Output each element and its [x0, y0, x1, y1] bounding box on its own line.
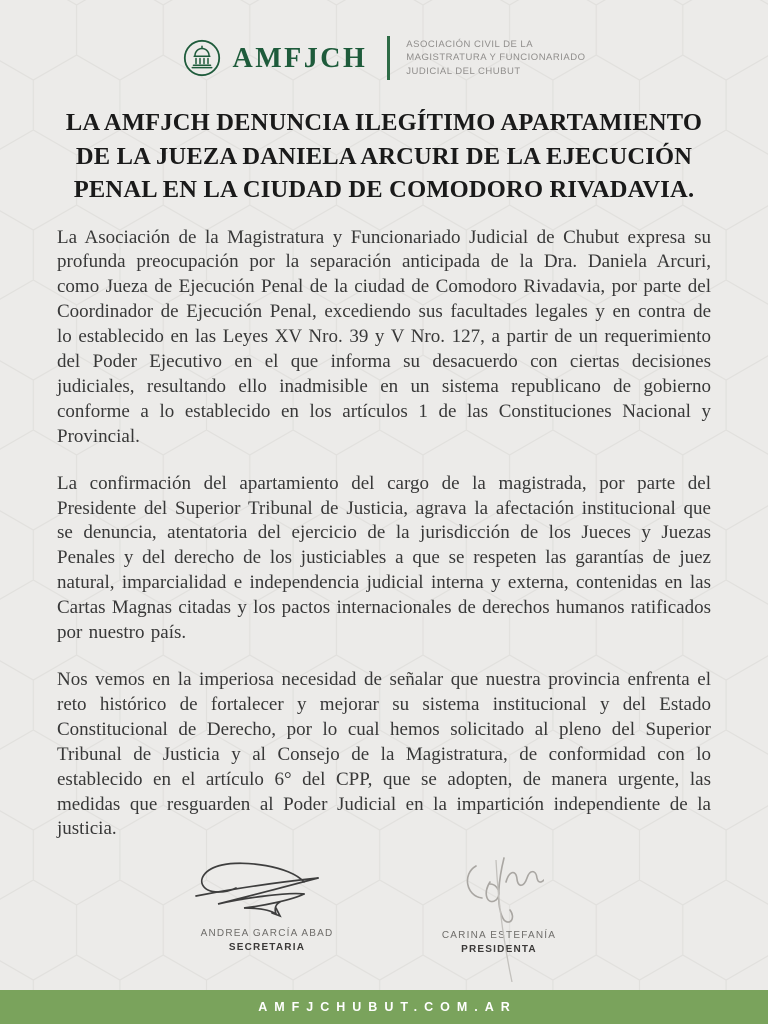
org-name-line: MAGISTRATURA Y FUNCIONARIADO	[406, 52, 586, 64]
statement-paragraph-2: La confirmación del apartamiento del cargo de la magistrada, por parte del Presidente del Superior Tribunal de Justicia, agrava la afectación institucional que se denuncia, atentatoria del ejercicio de la jurisdicción de los Jueces y Juezas Penales y del derecho de los justiciables a que se respeten las garantías de juez natural, imparcialidad e independencia judicial interna y externa, contenidas en las Cartas Magnas citadas y los pactos internacionales de derechos humanos ratificados por nuestro país.	[57, 472, 711, 644]
website-url: AMFJCHUBUT.COM.AR	[258, 1000, 517, 1014]
courthouse-icon	[183, 39, 221, 77]
statement-paragraph-1: La Asociación de la Magistratura y Funcionariado Judicial de Chubut expresa su profunda preocupación por la separación anticipada de la Dra. Daniela Arcuri, como Jueza de Ejecución Penal de la ciudad de Comodoro Rivadavia, por parte del Coordinador de Ejecución Penal, excediendo sus facultades legales y en contra de lo establecido en las Leyes XV Nro. 39 y V Nro. 127, a partir de un requerimiento del Poder Ejecutivo en el que informa su desacuerdo con ciertas decisiones judiciales, resultando ello inadmisible en un sistema republicano de gobierno conforme a lo establecido en los artículos 1 de las Constituciones Nacional y Provincial.	[57, 226, 711, 447]
presidenta-signature-icon	[454, 856, 544, 928]
secretaria-name: ANDREA GARCÍA ABAD	[200, 928, 334, 940]
statement-body	[57, 226, 711, 843]
presidenta-role: PRESIDENTA	[461, 944, 537, 956]
org-acronym: AMFJCH	[232, 43, 368, 74]
presidenta-name: CARINA ESTEFANÍA	[441, 930, 557, 942]
headline-line: PENAL EN LA CIUDAD DE COMODORO RIVADAVIA.	[73, 176, 695, 203]
signature-block-secretaria	[137, 858, 397, 953]
signature-block-presidenta	[389, 856, 609, 955]
org-name-line: JUDICIAL DEL CHUBUT	[406, 65, 521, 77]
org-name-line: ASOCIACIÓN CIVIL DE LA	[406, 38, 534, 50]
footer-bar	[0, 990, 768, 1024]
headline	[54, 106, 714, 207]
secretaria-signature-icon	[192, 858, 342, 922]
secretaria-role: SECRETARIA	[228, 942, 306, 954]
org-full-name	[406, 38, 585, 79]
logo-divider	[387, 36, 390, 80]
headline-line: DE LA JUEZA DANIELA ARCURI DE LA EJECUCIÓN	[75, 142, 693, 170]
headline-line: LA AMFJCH DENUNCIA ILEGÍTIMO APARTAMIENTO	[65, 109, 703, 136]
statement-paragraph-3: Nos vemos en la imperiosa necesidad de señalar que nuestra provincia enfrenta el reto histórico de fortalecer y mejorar su sistema institucional y del Estado Constitucional de Derecho, por lo cual hemos solicitado al pleno del Superior Tribunal de Justicia y al Consejo de la Magistratura, de conformidad con lo establecido en el artículo 6° del CPP, que se adopten, de manera urgente, las medidas que resguarden al Poder Judicial en la impartición independiente de la justicia.	[57, 669, 711, 840]
signatures-section	[0, 856, 768, 986]
org-logo-lockup	[0, 0, 768, 82]
